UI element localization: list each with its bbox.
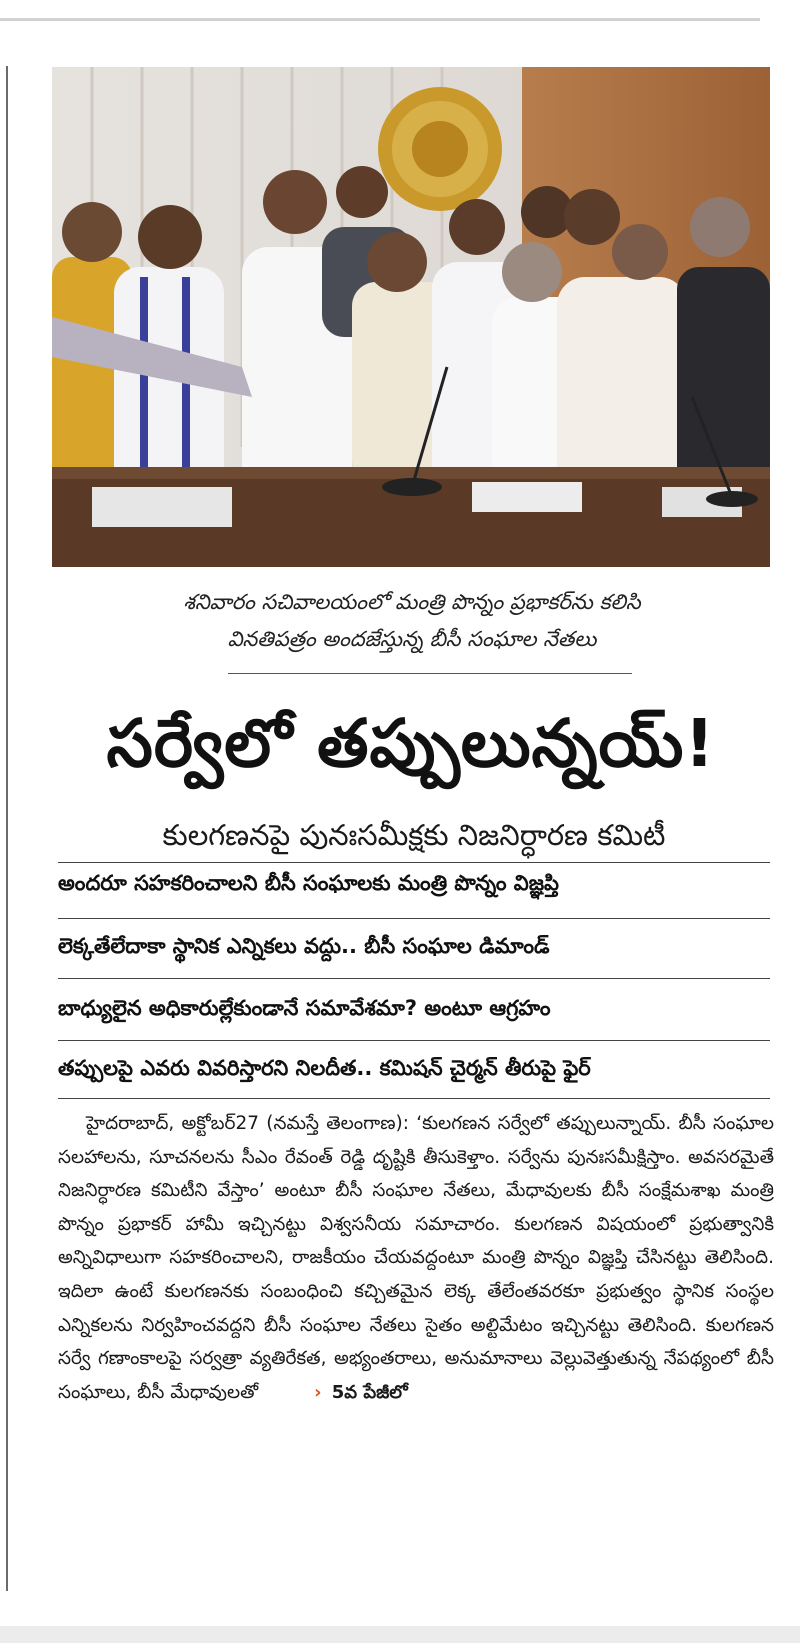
strap-divider-3 [58,1040,770,1041]
strap-2: లెక్కతేలేదాకా స్థానిక ఎన్నికలు వద్దు.. బీసీ సంఘాల డిమాండ్ [58,934,550,958]
continuation-link[interactable] [286,1376,408,1410]
caption-underline [228,673,632,674]
subheadline: కులగణనపై పునఃసమీక్షకు నిజనిర్ధారణ కమిటీ [162,818,666,852]
strap-divider-2 [58,978,770,979]
chevron-right-icon: › [314,1381,322,1403]
column-divider [6,66,8,1591]
top-divider [0,18,760,21]
caption-line-1: శనివారం సచివాలయంలో మంత్రి పొన్నం ప్రభాకర్‌ను కలిసి [183,590,641,614]
photo-caption [60,584,764,658]
caption-line-2: వినతిపత్రం అందజేస్తున్న బీసీ సంఘాల నేతలు [227,627,597,651]
continuation-label: 5వ పేజీలో [331,1381,408,1403]
strap-1: అందరూ సహకరించాలని బీసీ సంఘాలకు మంత్రి పొన్నం విజ్ఞప్తి [58,871,559,895]
subhead-divider [58,862,770,863]
strap-3: బాధ్యులైన అధికారుల్లేకుండానే సమావేశమా? అంటూ ఆగ్రహం [58,996,551,1020]
strap-4: తప్పులపై ఎవరు వివరిస్తారని నిలదీత.. కమిషన్ చైర్మన్ తీరుపై ఫైర్ [58,1056,591,1080]
article-text: హైదరాబాద్, అక్టోబర్27 (నమస్తే తెలంగాణ): ‘కులగణన సర్వేలో తప్పులున్నాయ్. బీసీ సంఘాల సలహాలను, సూచనలను సీఎం రేవంత్‌ రెడ్డి దృష్టికి తీసుకెళ్తాం. సర్వేను పునఃసమీక్షిస్తాం. అవసరమైతే నిజనిర్ధారణ కమిటీని వేస్తాం’ అంటూ బీసీ సంఘాల నేతలు, మేధావులకు బీసీ సంక్షేమశాఖ మంత్రి పొన్నం ప్రభాకర్‌ హామీ ఇచ్చినట్టు విశ్వసనీయ సమాచారం. కులగణన విషయంలో ప్రభుత్వానికి అన్నివిధాలుగా సహకరించాలని, రాజకీయం చేయవద్దంటూ మంత్రి పొన్నం విజ్ఞప్తి చేసినట్టు తెలిసింది. ఇదిలా ఉంటే కులగణనకు సంబంధించి కచ్చితమైన లెక్క తేలేంతవరకూ ప్రభుత్వం స్థానిక సంస్థల ఎన్నికలను నిర్వహించవద్దని బీసీ సంఘాల నేతలు సైతం అల్టిమేటం ఇచ్చినట్టు తెలిసింది. కులగణన సర్వే గణాంకాలపై సర్వత్రా వ్యతిరేకత, అభ్యంతరాలు, అనుమానాలు వెల్లువెత్తుతున్న నేపథ్యంలో బీసీ సంఘాలు, బీసీ మేధావులతో [58,1113,774,1403]
news-photo [52,67,770,567]
headline: సర్వేలో తప్పులున్నయ్! [106,705,716,782]
strap-divider-4 [58,1098,770,1099]
strap-divider-1 [58,918,770,919]
article-body [58,1107,774,1409]
bottom-band [0,1626,800,1643]
